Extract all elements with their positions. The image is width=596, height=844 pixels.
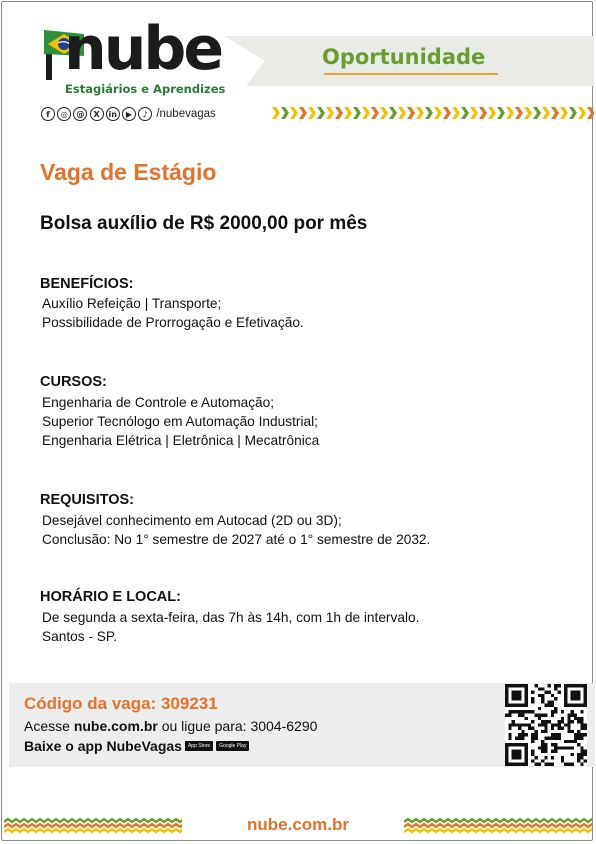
access-prefix: Acesse	[24, 718, 74, 734]
qr-module	[584, 753, 587, 756]
qr-module	[541, 743, 544, 746]
qr-module	[554, 746, 557, 749]
site-link[interactable]: nube.com.br	[73, 718, 158, 734]
qr-module	[508, 733, 511, 736]
qr-module	[577, 730, 580, 733]
qr-module	[508, 723, 511, 726]
qr-module	[518, 710, 521, 713]
courses-line: Superior Tecnólogo em Automação Industrial;	[42, 414, 318, 429]
qr-module	[557, 733, 560, 736]
qr-module	[548, 763, 551, 766]
qr-module	[544, 727, 547, 730]
chevron-mark	[551, 107, 559, 119]
qr-module	[571, 714, 574, 717]
qr-finder	[512, 691, 522, 701]
chevron-mark	[479, 107, 487, 119]
qr-module	[551, 727, 554, 730]
qr-module	[531, 710, 534, 713]
qr-module	[584, 727, 587, 730]
qr-module	[521, 710, 524, 713]
qr-module	[551, 714, 554, 717]
qr-module	[548, 691, 551, 694]
qr-module	[551, 710, 554, 713]
qr-module	[538, 717, 541, 720]
qr-module	[574, 740, 577, 743]
qr-module	[577, 743, 580, 746]
qr-module	[525, 723, 528, 726]
youtube-icon[interactable]: ▶	[122, 107, 136, 121]
qr-module	[561, 727, 564, 730]
qr-module	[571, 710, 574, 713]
qr-module	[541, 694, 544, 697]
qr-module	[577, 759, 580, 762]
qr-module	[548, 736, 551, 739]
qr-module	[541, 746, 544, 749]
qr-module	[538, 763, 541, 766]
qr-module	[541, 759, 544, 762]
chevron-mark	[416, 107, 424, 119]
qr-module	[528, 727, 531, 730]
qr-module	[531, 750, 534, 753]
qr-module	[551, 750, 554, 753]
qr-module	[571, 746, 574, 749]
qr-module	[518, 736, 521, 739]
qr-module	[571, 740, 574, 743]
qr-module	[531, 727, 534, 730]
qr-module	[531, 736, 534, 739]
qr-module	[531, 697, 534, 700]
qr-module	[567, 740, 570, 743]
qr-module	[541, 720, 544, 723]
qr-module	[557, 736, 560, 739]
qr-module	[577, 717, 580, 720]
qr-module	[531, 740, 534, 743]
qr-module	[551, 694, 554, 697]
qr-module	[564, 746, 567, 749]
qr-module	[571, 763, 574, 766]
qr-module	[577, 756, 580, 759]
qr-module	[554, 697, 557, 700]
qr-module	[567, 714, 570, 717]
qr-module	[538, 746, 541, 749]
qr-module	[518, 727, 521, 730]
qr-module	[551, 756, 554, 759]
logo-tagline: Estagiários e Aprendizes	[65, 82, 226, 96]
qr-module	[561, 756, 564, 759]
job-code: Código da vaga: 309231	[24, 694, 218, 713]
qr-module	[548, 700, 551, 703]
logo-wordmark: nube	[64, 14, 222, 84]
opportunity-label: Oportunidade	[322, 45, 486, 69]
qr-module	[574, 736, 577, 739]
qr-module	[521, 714, 524, 717]
qr-module	[567, 730, 570, 733]
requirements-heading: REQUISITOS:	[40, 492, 134, 508]
qr-module	[567, 723, 570, 726]
qr-module	[512, 720, 515, 723]
qr-module	[574, 733, 577, 736]
qr-module	[574, 714, 577, 717]
qr-module	[508, 710, 511, 713]
zigzag-decoration-right	[404, 818, 592, 836]
benefits-heading: BENEFÍCIOS:	[40, 276, 134, 292]
job-stipend: Bolsa auxílio de R$ 2000,00 por mês	[40, 213, 368, 234]
qr-module	[544, 723, 547, 726]
qr-module	[580, 750, 583, 753]
qr-module	[515, 723, 518, 726]
qr-module	[561, 746, 564, 749]
chevron-mark	[461, 107, 469, 119]
qr-module	[567, 717, 570, 720]
qr-finder	[512, 750, 522, 760]
courses-line: Engenharia de Controle e Automação;	[42, 395, 275, 410]
qr-module	[554, 750, 557, 753]
qr-module	[584, 733, 587, 736]
qr-module	[554, 710, 557, 713]
schedule-line: Santos - SP.	[42, 629, 118, 644]
qr-module	[531, 753, 534, 756]
qr-module	[535, 714, 538, 717]
qr-module	[538, 694, 541, 697]
qr-module	[584, 759, 587, 762]
chevron-mark	[353, 107, 361, 119]
chevron-mark	[488, 107, 496, 119]
qr-module	[521, 730, 524, 733]
qr-module	[544, 736, 547, 739]
courses-line: Engenharia Elétrica | Eletrônica | Mecatrônica	[42, 433, 320, 448]
qr-module	[521, 736, 524, 739]
chevron-mark	[425, 107, 433, 119]
qr-module	[508, 736, 511, 739]
chevron-mark	[524, 107, 532, 119]
linkedin-icon[interactable]: in	[106, 107, 120, 121]
schedule-heading: HORÁRIO E LOCAL:	[40, 589, 181, 605]
qr-module	[551, 733, 554, 736]
qr-module	[508, 727, 511, 730]
qr-module	[512, 710, 515, 713]
qr-module	[571, 753, 574, 756]
social-handle[interactable]: /nubevagas	[156, 108, 216, 120]
qr-module	[548, 684, 551, 687]
chevron-mark	[443, 107, 451, 119]
qr-module	[580, 727, 583, 730]
qr-module	[554, 733, 557, 736]
qr-module	[544, 691, 547, 694]
qr-module	[544, 720, 547, 723]
nube-logo	[40, 14, 226, 100]
qr-module	[580, 763, 583, 766]
requirements-line: Desejável conhecimento em Autocad (2D ou 3D);	[42, 513, 342, 528]
banner-underline	[324, 73, 498, 75]
qr-module	[557, 723, 560, 726]
qr-module	[535, 730, 538, 733]
qr-module	[564, 723, 567, 726]
qr-module	[544, 743, 547, 746]
qr-module	[521, 723, 524, 726]
qr-module	[541, 714, 544, 717]
chevron-mark	[371, 107, 379, 119]
footer-url[interactable]: nube.com.br	[246, 815, 349, 834]
qr-module	[577, 733, 580, 736]
qr-module	[557, 727, 560, 730]
chevron-mark	[506, 107, 514, 119]
chevron-mark	[497, 107, 505, 119]
zigzag-line	[404, 819, 592, 822]
qr-module	[541, 723, 544, 726]
qr-module	[525, 710, 528, 713]
qr-module	[525, 717, 528, 720]
qr-module	[535, 684, 538, 687]
qr-module	[571, 730, 574, 733]
qr-module	[567, 720, 570, 723]
qr-module	[580, 736, 583, 739]
qr-module	[544, 763, 547, 766]
qr-module	[577, 753, 580, 756]
qr-module	[561, 710, 564, 713]
qr-module	[580, 753, 583, 756]
qr-module	[544, 714, 547, 717]
chevron-mark	[470, 107, 478, 119]
qr-module	[557, 720, 560, 723]
chevron-mark	[434, 107, 442, 119]
qr-module	[518, 714, 521, 717]
access-phone: ou ligue para: 3004-6290	[157, 718, 318, 734]
qr-module	[538, 723, 541, 726]
qr-module	[551, 736, 554, 739]
chevron-mark	[326, 107, 334, 119]
qr-module	[512, 723, 515, 726]
qr-module	[580, 720, 583, 723]
chevron-mark	[290, 107, 298, 119]
qr-module	[567, 727, 570, 730]
qr-module	[551, 723, 554, 726]
chevron-mark	[317, 107, 325, 119]
chevron-mark	[407, 107, 415, 119]
qr-module	[515, 710, 518, 713]
chevron-mark	[569, 107, 577, 119]
chevron-mark	[344, 107, 352, 119]
qr-module	[528, 723, 531, 726]
threads-icon[interactable]: @	[73, 107, 87, 121]
qr-module	[580, 717, 583, 720]
tiktok-icon[interactable]: ♪	[138, 107, 152, 121]
access-text	[24, 718, 317, 734]
qr-module	[557, 691, 560, 694]
qr-module	[508, 714, 511, 717]
qr-module	[571, 720, 574, 723]
qr-module	[531, 700, 534, 703]
chevron-mark	[362, 107, 370, 119]
qr-module	[541, 697, 544, 700]
qr-module	[515, 736, 518, 739]
qr-module	[577, 736, 580, 739]
qr-module	[525, 733, 528, 736]
zigzag-line	[404, 824, 592, 827]
benefits-line: Possibilidade de Prorrogação e Efetivação.	[42, 315, 304, 330]
qr-module	[518, 723, 521, 726]
qr-module	[538, 707, 541, 710]
qr-module	[561, 720, 564, 723]
chevron-mark	[335, 107, 343, 119]
qr-module	[531, 733, 534, 736]
app-download	[24, 738, 249, 754]
chevron-mark	[452, 107, 460, 119]
qr-module	[531, 720, 534, 723]
qr-module	[580, 723, 583, 726]
qr-module	[544, 730, 547, 733]
qr-module	[541, 687, 544, 690]
qr-module	[554, 687, 557, 690]
qr-module	[541, 700, 544, 703]
google-play-badge[interactable]: Google Play	[216, 741, 249, 751]
benefits-line: Auxílio Refeição | Transporte;	[42, 296, 222, 311]
qr-module	[564, 763, 567, 766]
instagram-icon[interactable]: ◎	[57, 107, 71, 121]
qr-module	[548, 720, 551, 723]
qr-module	[548, 704, 551, 707]
qr-module	[554, 743, 557, 746]
qr-module	[580, 756, 583, 759]
courses-heading: CURSOS:	[40, 374, 107, 390]
qr-code[interactable]	[505, 684, 587, 766]
qr-finder	[571, 691, 581, 701]
qr-module	[505, 714, 508, 717]
chevron-mark	[398, 107, 406, 119]
qr-module	[541, 730, 544, 733]
qr-module	[561, 717, 564, 720]
qr-module	[541, 740, 544, 743]
qr-module	[538, 714, 541, 717]
chevron-mark	[281, 107, 289, 119]
chevron-mark	[308, 107, 316, 119]
qr-module	[557, 684, 560, 687]
qr-module	[551, 743, 554, 746]
schedule-line: De segunda a sexta-feira, das 7h às 14h, com 1h de intervalo.	[42, 610, 420, 625]
qr-module	[535, 733, 538, 736]
social-links	[41, 105, 216, 123]
qr-module	[538, 687, 541, 690]
qr-module	[554, 684, 557, 687]
app-download-label: Baixe o app NubeVagas	[24, 738, 182, 754]
qr-module	[584, 750, 587, 753]
qr-module	[521, 733, 524, 736]
qr-module	[544, 704, 547, 707]
qr-module	[551, 704, 554, 707]
chevron-stripe-decoration	[272, 107, 594, 119]
qr-module	[535, 756, 538, 759]
chevron-mark	[515, 107, 523, 119]
qr-module	[577, 720, 580, 723]
chevron-mark	[380, 107, 388, 119]
chevron-mark	[578, 107, 586, 119]
chevron-mark	[542, 107, 550, 119]
qr-module	[544, 750, 547, 753]
qr-module	[580, 710, 583, 713]
qr-module	[518, 733, 521, 736]
qr-module	[544, 746, 547, 749]
qr-module	[564, 740, 567, 743]
qr-module	[531, 759, 534, 762]
chevron-mark	[389, 107, 397, 119]
qr-module	[551, 700, 554, 703]
qr-module	[567, 763, 570, 766]
chevron-mark	[299, 107, 307, 119]
qr-module	[561, 759, 564, 762]
qr-module	[535, 763, 538, 766]
qr-module	[554, 707, 557, 710]
qr-module	[554, 736, 557, 739]
app-store-badge[interactable]: App Store	[185, 741, 213, 751]
facebook-icon[interactable]: f	[41, 107, 55, 121]
qr-module	[541, 750, 544, 753]
qr-module	[531, 691, 534, 694]
qr-module	[535, 736, 538, 739]
qr-module	[528, 710, 531, 713]
x-icon[interactable]: X	[90, 107, 104, 121]
qr-module	[580, 733, 583, 736]
chevron-mark	[272, 107, 280, 119]
job-title: Vaga de Estágio	[40, 159, 217, 185]
requirements-line: Conclusão: No 1° semestre de 2027 até o 1° semestre de 2032.	[42, 532, 431, 547]
qr-module	[551, 763, 554, 766]
chevron-mark	[587, 107, 594, 119]
qr-module	[557, 746, 560, 749]
qr-module	[584, 723, 587, 726]
chevron-mark	[533, 107, 541, 119]
qr-module	[580, 746, 583, 749]
qr-module	[544, 756, 547, 759]
qr-module	[554, 723, 557, 726]
qr-module	[567, 746, 570, 749]
zigzag-line	[404, 829, 592, 832]
qr-module	[574, 717, 577, 720]
chevron-mark	[560, 107, 568, 119]
